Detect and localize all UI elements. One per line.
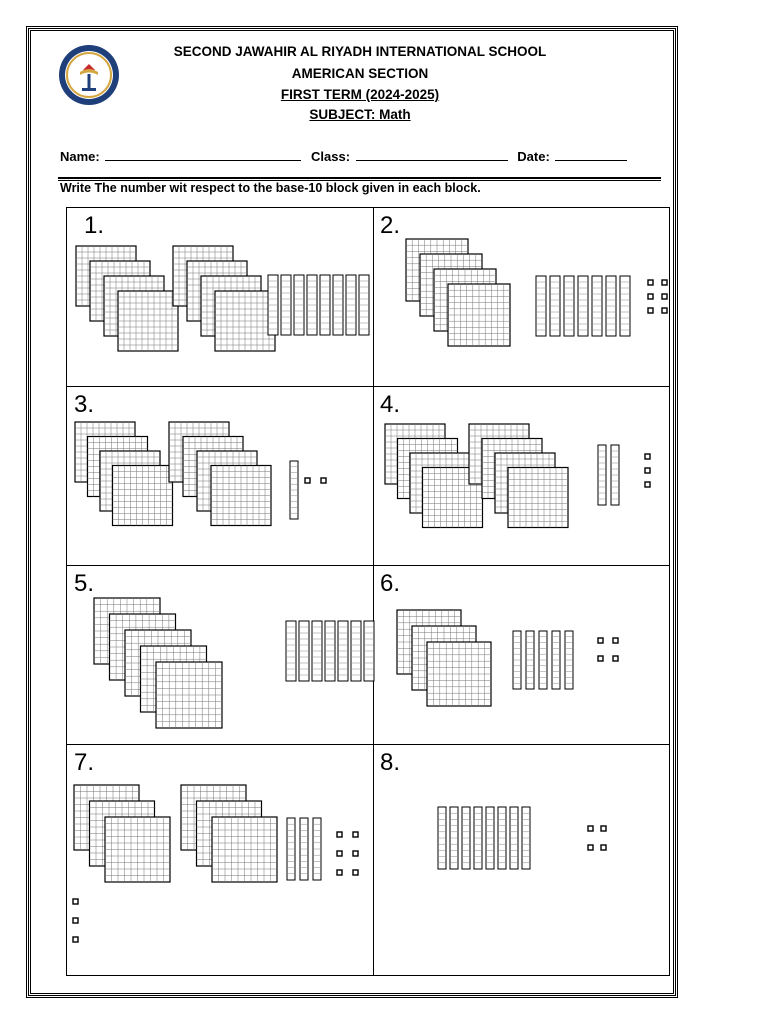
- header-divider: [58, 177, 661, 179]
- term-title: FIRST TERM (2024-2025): [280, 87, 440, 102]
- problem-label: 8.: [380, 749, 401, 776]
- date-label: Date:: [517, 149, 550, 164]
- name-label: Name:: [60, 149, 100, 164]
- section-title: AMERICAN SECTION: [291, 66, 429, 81]
- subject-title: SUBJECT: Math: [309, 107, 411, 122]
- grid-row-divider: [66, 386, 670, 387]
- problem-label: 3.: [74, 391, 95, 418]
- student-info-row: [60, 148, 633, 164]
- date-field[interactable]: [555, 148, 627, 161]
- instruction-text: Write The number wit respect to the base-10 block given in each block.: [60, 181, 481, 195]
- class-field[interactable]: [356, 148, 508, 161]
- problem-label: 4.: [380, 391, 401, 418]
- problem-label: 7.: [74, 749, 95, 776]
- problem-label: 5.: [74, 570, 95, 597]
- school-name: SECOND JAWAHIR AL RIYADH INTERNATIONAL SCHOOL: [173, 44, 547, 59]
- name-field[interactable]: [105, 148, 301, 161]
- problem-label: 6.: [380, 570, 401, 597]
- class-label: Class:: [311, 149, 351, 164]
- grid-column-divider: [373, 207, 374, 976]
- problem-grid: [66, 207, 670, 976]
- grid-row-divider: [66, 744, 670, 745]
- grid-row-divider: [66, 565, 670, 566]
- problem-label: 2.: [380, 212, 401, 239]
- problem-label: 1.: [84, 212, 105, 239]
